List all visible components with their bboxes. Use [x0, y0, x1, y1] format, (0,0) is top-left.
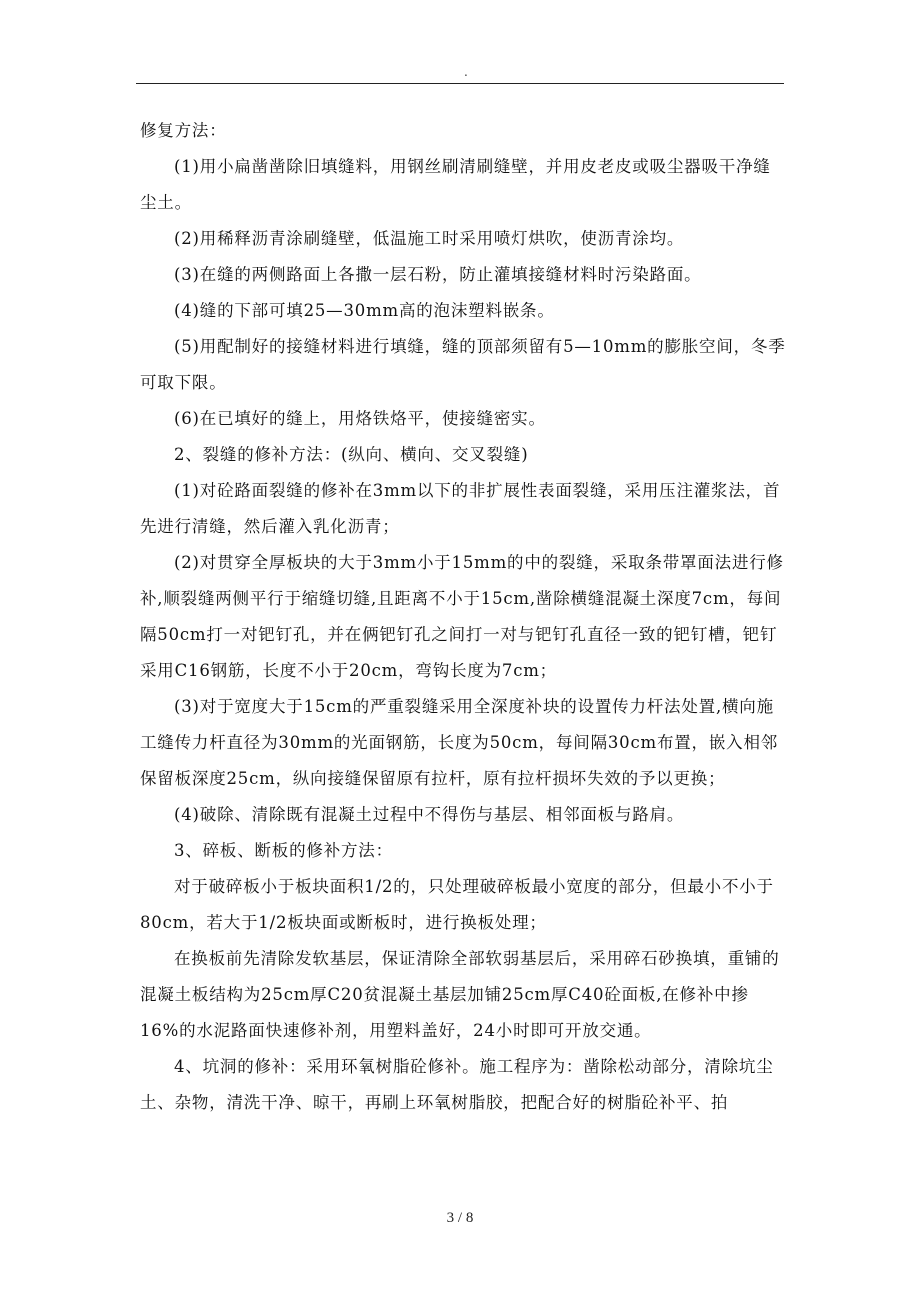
header-rule [136, 83, 784, 84]
section-heading-pothole: 4、坑洞的修补：采用环氧树脂砼修补。施工程序为：凿除松动部分，清除坑尘土、杂物，清洗干净、晾干，再刷上环氧树脂胶，把配合好的树脂砼补平、拍 [140, 1057, 774, 1112]
page-number: 3 / 8 [446, 1210, 474, 1226]
paragraph: (2)对贯穿全厚板块的大于3mm小于15mm的中的裂缝，采取条带罩面法进行修补,顺裂缝两侧平行于缩缝切缝,且距离不小于15cm,凿除横缝混凝土深度7cm，每间隔50cm打一对钯钉孔，并在俩钯钉孔之间打一对与钯钉孔直径一致的钯钉槽，钯钉采用C16钢筋，长度不小于20cm，弯钩长度为7cm； [140, 553, 784, 680]
paragraph: (3)对于宽度大于15cm的严重裂缝采用全深度补块的设置传力杆法处置,横向施工缝传力杆直径为30mm的光面钢筋，长度为50cm，每间隔30cm布置，嵌入相邻保留板深度25cm，纵向接缝保留原有拉杆，原有拉杆损坏失效的予以更换； [140, 697, 779, 788]
section-heading-broken-slab: 3、碎板、断板的修补方法： [174, 841, 393, 860]
paragraph: (1)对砼路面裂缝的修补在3mm以下的非扩展性表面裂缝，采用压注灌浆法，首先进行清缝，然后灌入乳化沥青； [140, 481, 781, 536]
paragraph: 对于破碎板小于板块面积1/2的，只处理破碎板最小宽度的部分，但最小不小于80cm，若大于1/2板块面或断板时，进行换板处理； [140, 877, 774, 932]
paragraph: (2)用稀释沥青涂刷缝壁，低温施工时采用喷灯烘吹，使沥青涂均。 [174, 229, 685, 248]
paragraph: (1)用小扁凿凿除旧填缝料，用钢丝刷清刷缝壁，并用皮老皮或吸尘器吸干净缝尘土。 [140, 157, 771, 212]
paragraph: (4)破除、清除既有混凝土过程中不得伤与基层、相邻面板与路肩。 [174, 805, 685, 824]
header-mark: . [464, 65, 468, 79]
paragraph: (4)缝的下部可填25—30mm高的泡沫塑料嵌条。 [174, 301, 555, 320]
paragraph: 在换板前先清除发软基层，保证清除全部软弱基层后，采用碎石砂换填，重铺的混凝土板结构为25cm厚C20贫混凝土基层加铺25cm厚C40砼面板,在修补中掺16%的水泥路面快速修补剂，用塑料盖好，24小时即可开放交通。 [140, 949, 780, 1040]
paragraph: (3)在缝的两侧路面上各撒一层石粉，防止灌填接缝材料时污染路面。 [174, 265, 702, 284]
document-body [140, 113, 786, 1121]
section-heading-crack-repair: 2、裂缝的修补方法：(纵向、横向、交叉裂缝) [174, 445, 529, 464]
paragraph: (5)用配制好的接缝材料进行填缝，缝的顶部须留有5—10mm的膨胀空间，冬季可取下限。 [140, 337, 786, 392]
paragraph: (6)在已填好的缝上，用烙铁烙平，使接缝密实。 [174, 409, 546, 428]
section-heading-repair-method: 修复方法： [140, 121, 227, 140]
